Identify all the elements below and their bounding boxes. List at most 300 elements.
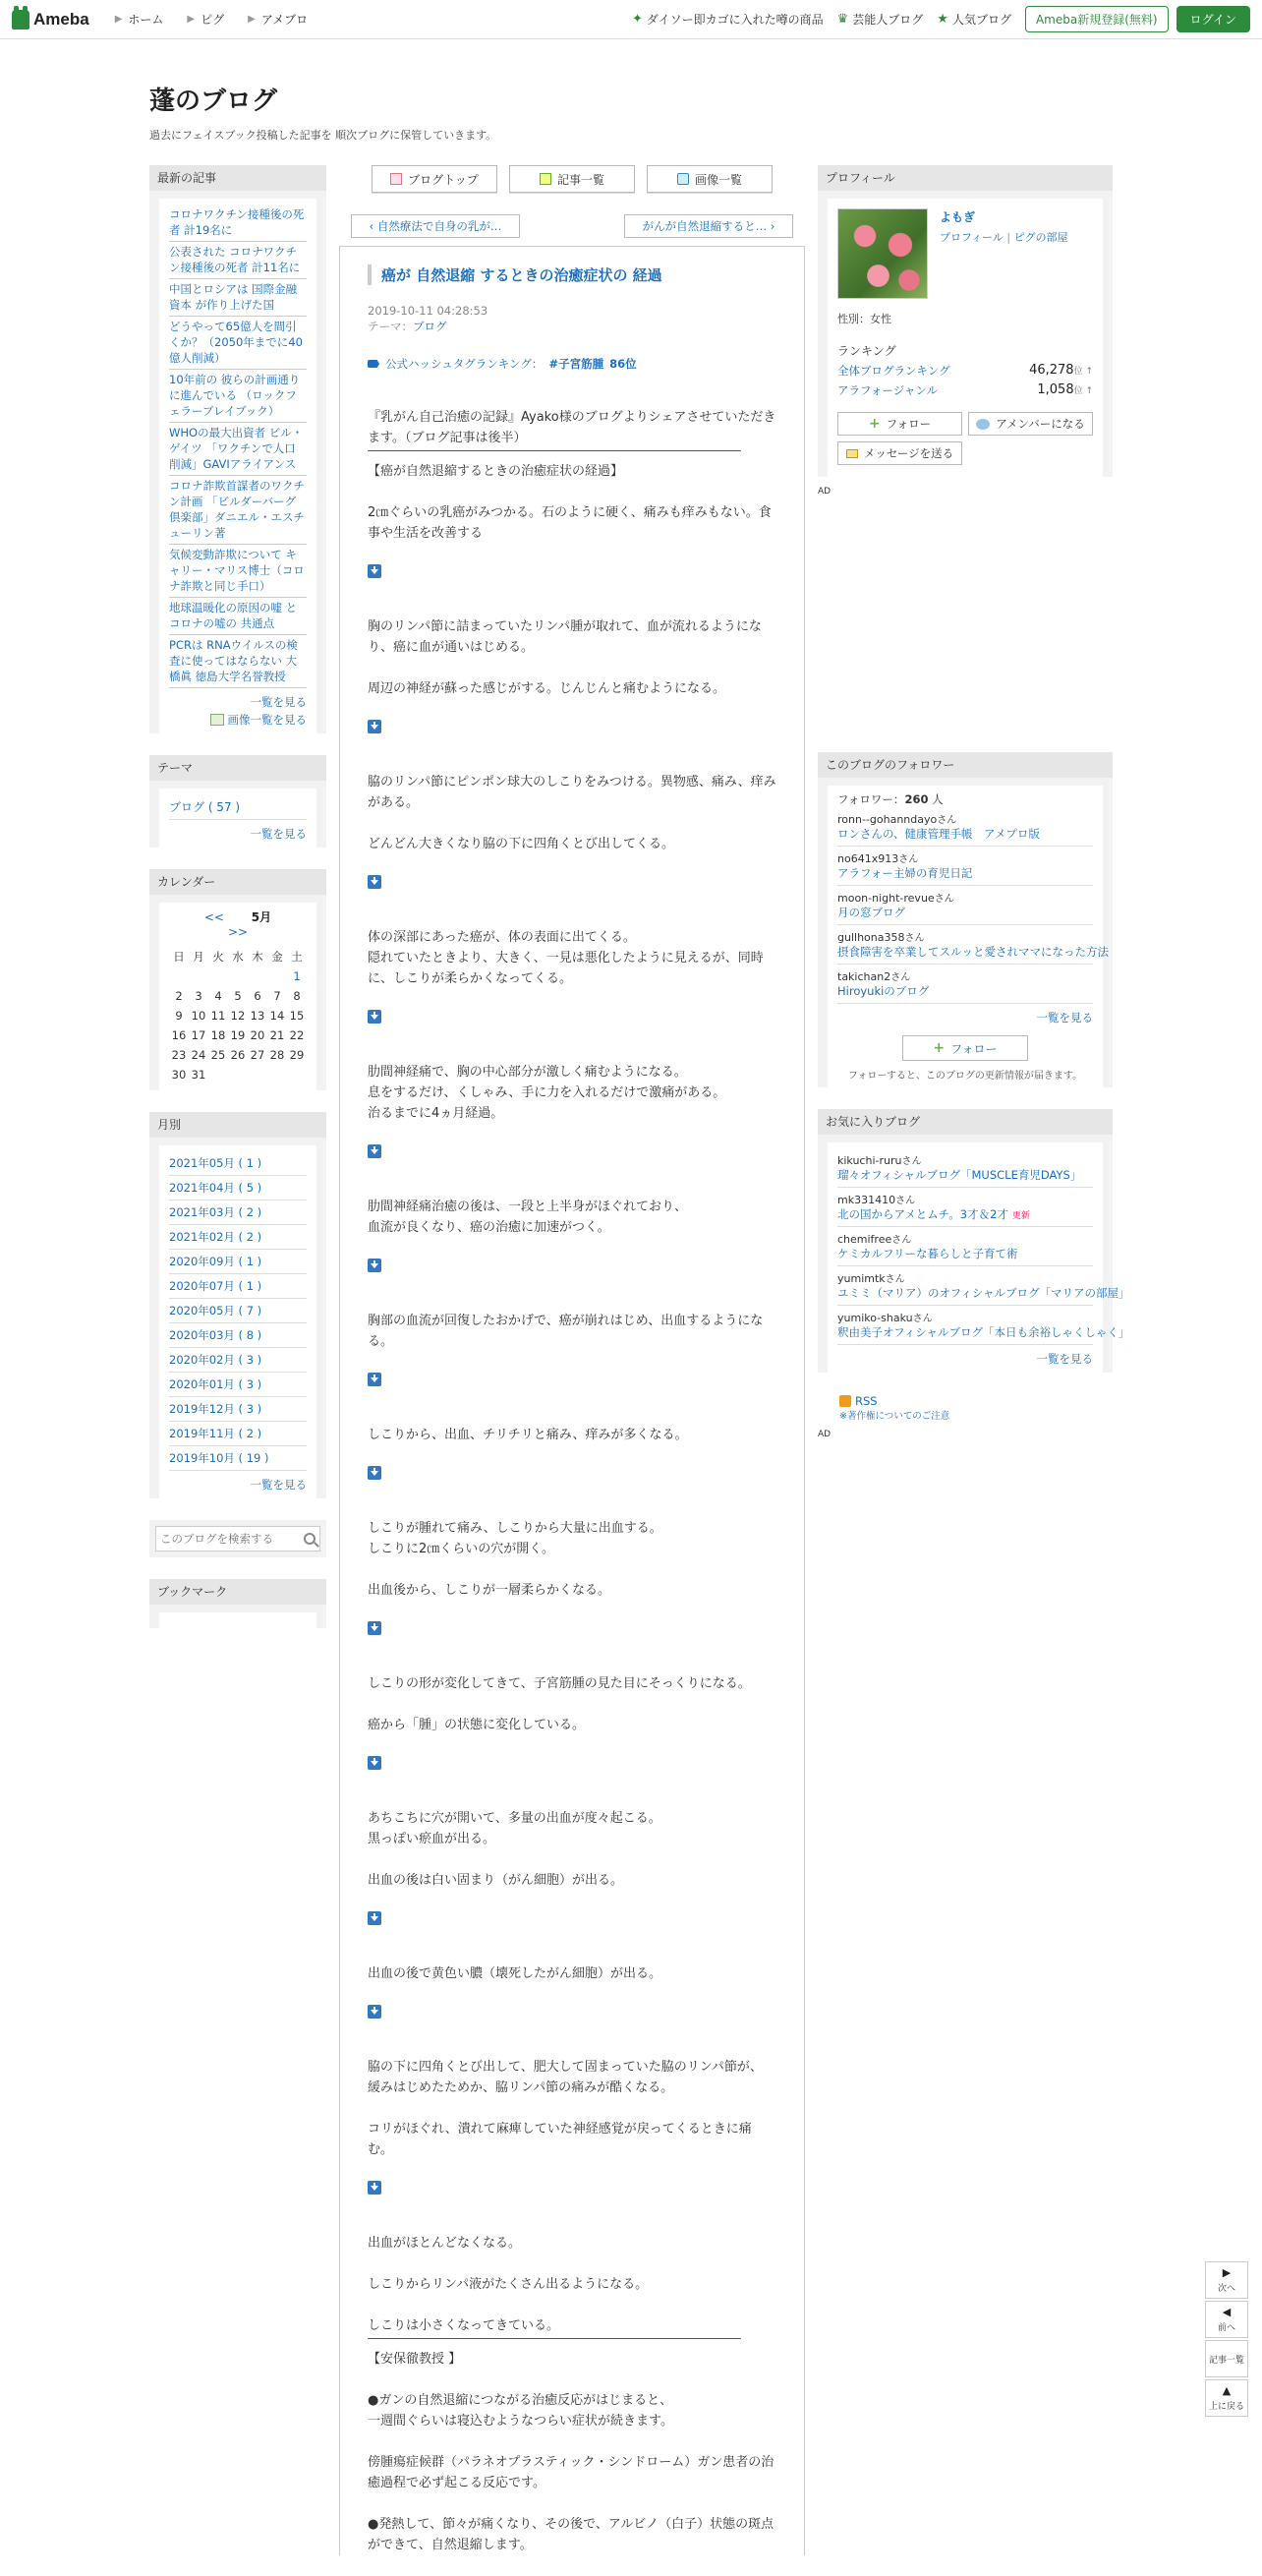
back-icon: ◀ bbox=[1222, 2306, 1232, 2318]
recent-article-link[interactable]: 10年前の 彼らの計画通りに進んでいる （ロックフェラーブレイブック） bbox=[169, 373, 301, 418]
ranking-unit: 位 ↑ bbox=[1073, 367, 1093, 377]
calendar-day bbox=[248, 1065, 267, 1084]
prev-article-button[interactable] bbox=[351, 214, 520, 238]
list-item bbox=[169, 1299, 307, 1323]
follow-blog-button-label: フォロー bbox=[950, 1041, 998, 1056]
user-id-row bbox=[837, 1152, 1093, 1167]
theme-box bbox=[149, 755, 326, 848]
theme-item bbox=[169, 794, 307, 820]
honorific: さん bbox=[891, 1235, 912, 1246]
list-item bbox=[169, 1225, 307, 1250]
calendar-day bbox=[208, 1065, 228, 1084]
down-arrow-icon bbox=[368, 1010, 381, 1024]
calendar-day: 21 bbox=[269, 1028, 285, 1042]
float-prev-button[interactable] bbox=[1205, 2301, 1248, 2338]
followers-more-link[interactable]: 一覧を見る bbox=[1036, 1011, 1093, 1025]
favorites-heading: お気に入りブログ bbox=[818, 1109, 1113, 1135]
article-paragraph: あちこちに穴が開いて、多量の出血が度々起こる。 bbox=[368, 1811, 661, 1826]
play-icon: ▶ bbox=[1222, 2266, 1232, 2279]
monthly-heading: 月別 bbox=[149, 1112, 326, 1138]
global-header bbox=[0, 0, 1262, 39]
header-link-popular-label: 人気ブログ bbox=[951, 13, 1011, 27]
calendar-day: 24 bbox=[191, 1048, 206, 1062]
follow-note: フォローすると、このブログの更新情報が届きます。 bbox=[847, 1071, 1083, 1082]
article-paragraph: 胸部の血流が回復したおかげで、癌が崩れはじめ、出血するようになる。 bbox=[368, 1314, 764, 1349]
article-paragraph: しこりから、出血、チリチリと痛み、痒みが多くなる。 bbox=[368, 1428, 688, 1442]
calendar-day: 4 bbox=[214, 989, 222, 1003]
amember-button[interactable] bbox=[968, 412, 1093, 436]
theme-heading: テーマ bbox=[149, 755, 326, 781]
calendar-day bbox=[228, 1065, 248, 1084]
followers-label: フォロワー： bbox=[837, 792, 905, 806]
header-link-celebrity-label: 芸能人ブログ bbox=[852, 13, 924, 27]
user-id-row bbox=[837, 1270, 1093, 1285]
hashtag-name: #子宮筋腫 bbox=[548, 357, 604, 371]
follow-blog-button[interactable] bbox=[902, 1035, 1028, 1061]
article-theme-link[interactable]: ブログ bbox=[413, 320, 447, 333]
next-article-button[interactable] bbox=[624, 214, 793, 238]
chevron-right-icon: ▶ bbox=[114, 14, 123, 25]
calendar-weekday: 水 bbox=[232, 950, 244, 964]
article-paragraph: ●ガンの自然退縮につながる治癒反応がはじまると、 bbox=[368, 2393, 673, 2408]
message-button[interactable] bbox=[837, 441, 962, 465]
ranking-overall-link[interactable]: 全体ブログランキング bbox=[837, 364, 950, 378]
down-arrow-icon bbox=[368, 1144, 381, 1158]
calendar-weekday: 金 bbox=[271, 950, 283, 964]
theme-link-blog[interactable]: ブログ ( 57 ) bbox=[169, 800, 241, 814]
calendar-day bbox=[287, 1065, 307, 1084]
floating-nav bbox=[1205, 2261, 1248, 2419]
article-paragraph: 傍腫瘍症候群（パラネオプラスティック・シンドローム）ガン患者の治癒過程で必ず起こる反応です。 bbox=[368, 2455, 774, 2490]
list-item bbox=[169, 423, 307, 476]
blog-link-title: ロンさんの、健康管理手帳 アメプロ版 bbox=[837, 827, 1040, 841]
list-item bbox=[169, 1176, 307, 1200]
user-id-row bbox=[837, 968, 1093, 983]
list-item bbox=[169, 317, 307, 370]
article-paragraph: 【癌が自然退縮するときの治癒症状の経過】 bbox=[368, 464, 624, 479]
list-item bbox=[169, 279, 307, 317]
list-item bbox=[169, 205, 307, 242]
tab-article-list-label: 記事一覧 bbox=[556, 172, 604, 187]
plus-icon: + bbox=[933, 1040, 946, 1056]
follow-button-label: フォロー bbox=[886, 417, 932, 431]
message-button-label: メッセージを送る bbox=[863, 446, 954, 460]
right-sidebar bbox=[818, 165, 1130, 1439]
nav-ameblo[interactable] bbox=[236, 11, 319, 28]
monthly-more-link[interactable]: 一覧を見る bbox=[250, 1478, 307, 1492]
recent-article-link[interactable]: どうやって65億人を間引くか？（2050年までに40億人削減） bbox=[169, 320, 303, 365]
recent-article-link[interactable]: 公表された コロナワクチン接種後の死者 計11名に bbox=[169, 245, 301, 274]
article-paragraph: 肋間神経痛治癒の後は、一段と上半身がほぐれており、 bbox=[368, 1200, 688, 1214]
article-paragraph: しこりからリンパ液がたくさん出るようになる。 bbox=[368, 2277, 649, 2292]
user-id: kikuchi-ruru bbox=[837, 1154, 902, 1167]
article-paragraph: 隠れていたときより、大きく、一見は悪化したように見えるが、同時に、しこりが柔らかくなってくる。 bbox=[368, 951, 764, 986]
list-item bbox=[169, 1274, 307, 1299]
nav-home[interactable] bbox=[103, 11, 176, 28]
search-icon[interactable] bbox=[304, 1533, 316, 1545]
profile-name[interactable]: よもぎ bbox=[940, 210, 976, 224]
recent-article-link[interactable]: 中国とロシアは 国際金融資本 が作り上げた国 bbox=[169, 282, 298, 312]
favorites-more-link[interactable]: 一覧を見る bbox=[1036, 1352, 1093, 1366]
list-item bbox=[837, 847, 1093, 886]
article-date: 2019-10-11 04:28:53 bbox=[368, 304, 488, 318]
list-icon bbox=[540, 173, 551, 185]
calendar-day: 11 bbox=[210, 1009, 226, 1023]
list-item bbox=[837, 925, 1109, 965]
divider bbox=[368, 450, 741, 451]
article-paragraph: 黒っぽい瘀血が出る。 bbox=[368, 1832, 496, 1846]
honorific: さん bbox=[934, 894, 954, 905]
article-paragraph: 治るまでに4ヵ月経過。 bbox=[368, 1106, 504, 1121]
followers-list bbox=[837, 807, 1109, 1004]
monthly-list bbox=[169, 1151, 307, 1471]
monthly-archive-link[interactable]: 2021年05月 ( 1 ) bbox=[169, 1156, 262, 1170]
header-link-celebrity[interactable] bbox=[837, 11, 924, 28]
down-arrow-icon bbox=[368, 875, 381, 889]
blog-search-input[interactable] bbox=[160, 1532, 304, 1546]
camera-icon bbox=[677, 173, 689, 185]
user-id: moon-night-revue bbox=[837, 892, 935, 905]
calendar-month: 5月 bbox=[251, 910, 272, 924]
nav-home-label: ホーム bbox=[128, 13, 164, 27]
recent-article-link[interactable]: WHOの最大出資者 ビル・ゲイツ 「ワクチンで人口削減」GAVIアライアンス bbox=[169, 426, 304, 471]
calendar-day: 12 bbox=[230, 1009, 246, 1023]
calendar-day: 27 bbox=[250, 1048, 265, 1062]
monthly-box bbox=[149, 1112, 326, 1498]
calendar-weekday: 土 bbox=[291, 950, 303, 964]
article-paragraph: 脇のリンパ節にピンポン球大のしこりをみつける。異物感、痛み、痒みがある。 bbox=[368, 775, 776, 810]
monthly-archive-link[interactable]: 2021年04月 ( 5 ) bbox=[169, 1181, 262, 1195]
calendar-day: 15 bbox=[289, 1009, 305, 1023]
article-paragraph: 胸のリンパ節に詰まっていたリンパ腫が取れて、血が流れるようになり、癌に血が通いはじめる。 bbox=[368, 619, 762, 655]
star-icon: ★ bbox=[937, 12, 948, 27]
plus-icon: + bbox=[868, 416, 881, 432]
recent-article-link[interactable]: 地球温暖化の原因の嘘 とコロナの嘘の 共通点 bbox=[169, 601, 298, 630]
blog-link[interactable] bbox=[837, 1246, 1093, 1261]
profile-heading: プロフィール bbox=[818, 165, 1113, 191]
login-button[interactable]: ログイン bbox=[1176, 6, 1250, 32]
tab-blog-top-label: ブログトップ bbox=[408, 172, 479, 187]
chevron-right-icon: › bbox=[767, 219, 775, 233]
list-item bbox=[837, 1306, 1130, 1345]
blog-link-title: ケミカルフリーな暮らしと子育て術 bbox=[837, 1247, 1018, 1260]
calendar-day bbox=[267, 1065, 287, 1084]
user-id: no641x913 bbox=[837, 852, 899, 865]
sparkle-icon: ✦ bbox=[631, 12, 643, 27]
article-title[interactable]: 癌が 自然退縮 するときの治癒症状の 経過 bbox=[368, 264, 776, 285]
image-list-link[interactable]: 画像一覧を見る bbox=[227, 713, 307, 727]
blog-link[interactable] bbox=[837, 1285, 1130, 1301]
profile-link[interactable]: プロフィール bbox=[940, 231, 1004, 244]
hashtag-prefix: 公式ハッシュタグランキング： bbox=[385, 357, 544, 371]
ad-label: AD bbox=[818, 487, 832, 497]
article-paragraph: 癌から「腫」の状態に変化している。 bbox=[368, 1718, 586, 1732]
user-id: mk331410 bbox=[837, 1194, 896, 1206]
article-paragraph: しこりに2㎝くらいの穴が開く。 bbox=[368, 1542, 555, 1556]
calendar-day bbox=[189, 966, 208, 986]
calendar-next[interactable]: >> bbox=[227, 925, 249, 939]
honorific: さん bbox=[898, 854, 919, 865]
tab-blog-top[interactable] bbox=[372, 165, 497, 193]
logo-text: Ameba bbox=[33, 9, 89, 29]
tab-article-list[interactable] bbox=[509, 165, 635, 193]
down-arrow-icon bbox=[368, 1621, 381, 1635]
calendar-day bbox=[267, 966, 287, 986]
header-links bbox=[632, 11, 1011, 28]
list-item bbox=[169, 370, 307, 423]
hashtag-rank: 86位 bbox=[609, 357, 637, 371]
ad-label: AD bbox=[818, 1430, 832, 1439]
article-paragraph: 出血の後は白い固まり（がん細胞）が出る。 bbox=[368, 1873, 624, 1888]
calendar-day: 2 bbox=[175, 989, 183, 1003]
down-arrow-icon bbox=[368, 1756, 381, 1770]
honorific: さん bbox=[912, 1314, 933, 1324]
nav-ameblo-label: アメブロ bbox=[260, 13, 309, 27]
list-item bbox=[837, 1227, 1093, 1266]
calendar-day bbox=[248, 966, 267, 986]
calendar-heading: カレンダー bbox=[149, 869, 326, 895]
calendar-day: 19 bbox=[230, 1028, 246, 1042]
followers-heading: このブログのフォロワー bbox=[818, 752, 1113, 778]
favorites-box bbox=[818, 1109, 1130, 1373]
article-paragraph: 出血の後で黄色い膿（壊死したがん細胞）が出る。 bbox=[368, 1966, 662, 1981]
float-next-label: 次へ bbox=[1217, 2284, 1235, 2294]
blog-link-title: 釈由美子オフィシャルブログ「本日も余裕しゃくしゃく」 bbox=[837, 1325, 1130, 1339]
calendar-day: 9 bbox=[175, 1009, 183, 1023]
header-link-popular[interactable] bbox=[937, 11, 1011, 28]
header-link-daiso-label: ダイソー即カゴに入れた噂の商品 bbox=[646, 13, 824, 27]
list-item bbox=[837, 965, 1093, 1004]
calendar-weekday: 月 bbox=[193, 950, 204, 964]
calendar-day: 30 bbox=[171, 1068, 187, 1082]
monthly-archive-link[interactable]: 2019年11月 ( 2 ) bbox=[169, 1427, 262, 1440]
article bbox=[339, 246, 805, 2555]
calendar-table bbox=[169, 947, 307, 1084]
next-article-label: がんが自然退縮すると… bbox=[642, 219, 768, 233]
article-paragraph: 一週間ぐらいは寝込むようなつらい症状が続きます。 bbox=[368, 2414, 673, 2429]
article-paragraph: しこりが腫れて痛み、しこりから大量に出血する。 bbox=[368, 1521, 662, 1536]
article-paragraph: 肋間神経痛で、胸の中心部分が激しく痛むようになる。 bbox=[368, 1065, 687, 1080]
calendar-day: 25 bbox=[210, 1048, 226, 1062]
monthly-archive-link[interactable]: 2020年09月 ( 1 ) bbox=[169, 1255, 262, 1268]
calendar-day: 31 bbox=[191, 1068, 206, 1082]
ameba-logo[interactable] bbox=[12, 10, 89, 29]
user-id-row bbox=[837, 1192, 1093, 1206]
theme-label: テーマ： bbox=[368, 320, 413, 333]
image-icon bbox=[210, 714, 224, 726]
calendar-day: 14 bbox=[269, 1009, 285, 1023]
honorific: さん bbox=[885, 1274, 905, 1285]
user-id-row bbox=[837, 1310, 1093, 1324]
list-item bbox=[169, 1373, 307, 1397]
rss-label: RSS bbox=[855, 1394, 878, 1408]
monthly-archive-link[interactable]: 2020年05月 ( 7 ) bbox=[169, 1304, 262, 1317]
blog-link[interactable] bbox=[837, 1206, 1093, 1222]
user-id: ronn--gohanndayo bbox=[837, 813, 938, 826]
list-item bbox=[169, 1422, 307, 1446]
calendar-day: 7 bbox=[273, 989, 281, 1003]
mail-icon bbox=[846, 449, 858, 458]
blog-search bbox=[149, 1520, 326, 1557]
calendar-day bbox=[287, 966, 307, 986]
bookmark-box bbox=[149, 1579, 326, 1628]
calendar-day: 28 bbox=[269, 1048, 285, 1062]
theme-more-link[interactable]: 一覧を見る bbox=[250, 827, 307, 841]
blog-link[interactable] bbox=[837, 826, 1093, 842]
main-column bbox=[339, 165, 805, 2576]
tab-image-list[interactable] bbox=[647, 165, 773, 193]
down-arrow-icon bbox=[368, 1373, 381, 1386]
list-item bbox=[169, 242, 307, 279]
blog-link[interactable] bbox=[837, 983, 1093, 999]
register-button[interactable]: Ameba新規登録(無料) bbox=[1025, 6, 1169, 32]
monthly-archive-link[interactable]: 2019年10月 ( 19 ) bbox=[169, 1451, 269, 1465]
divider bbox=[368, 2338, 741, 2339]
honorific: さん bbox=[890, 972, 911, 983]
recent-article-link[interactable]: 気候変動詐欺について キャリー・マリス博士（コロナ詐欺と同じ手口） bbox=[169, 548, 305, 593]
list-item bbox=[169, 1200, 307, 1225]
list-item bbox=[169, 1348, 307, 1373]
calendar-day: 8 bbox=[293, 989, 301, 1003]
blog-link-title: 瑠々オフィシャルブログ「MUSCLE育児DAYS」 bbox=[837, 1168, 1082, 1182]
pig-room-link[interactable]: ピグの部屋 bbox=[1013, 231, 1068, 244]
recent-articles-list bbox=[169, 205, 307, 688]
nav-pigg-label: ピグ bbox=[201, 13, 225, 27]
header-link-daiso[interactable] bbox=[632, 11, 824, 28]
article-paragraph: どんどん大きくなり脇の下に四角くとび出してくる。 bbox=[368, 837, 675, 851]
blog-link[interactable] bbox=[837, 1324, 1130, 1340]
article-paragraph: 【安保徹教授 】 bbox=[368, 2352, 462, 2367]
article-paragraph: 脇の下に四角くとび出して、肥大して固まっていた脇のリンパ節が、 bbox=[368, 2060, 763, 2075]
down-arrow-icon bbox=[368, 564, 381, 578]
float-next-button[interactable] bbox=[1205, 2261, 1248, 2299]
article-pager bbox=[351, 214, 793, 238]
honorific: さん bbox=[904, 933, 925, 944]
ranking-genre-value: 1,058 bbox=[1037, 382, 1074, 397]
list-item bbox=[837, 1188, 1093, 1227]
calendar-day: 6 bbox=[254, 989, 261, 1003]
chevron-left-icon: ‹ bbox=[369, 219, 377, 233]
article-paragraph: コリがほぐれ、潰れて麻痺していた神経感覚が戻ってくるときに痛む。 bbox=[368, 2122, 752, 2157]
blog-link-title: 月の窓ブログ bbox=[837, 906, 905, 919]
prev-article-label: 自然療法で自身の乳が… bbox=[376, 219, 502, 233]
calendar-day: 17 bbox=[191, 1028, 206, 1042]
follow-button[interactable] bbox=[837, 412, 962, 436]
calendar-day: 22 bbox=[289, 1028, 305, 1042]
calendar-day-link[interactable]: 1 bbox=[293, 969, 301, 983]
article-paragraph: 息をするだけ、くしゃみ、手に力を入れるだけで激痛がある。 bbox=[368, 1085, 726, 1100]
list-item bbox=[169, 1151, 307, 1176]
user-id-row bbox=[837, 929, 1093, 944]
calendar-prev[interactable]: << bbox=[203, 910, 224, 924]
followers-count bbox=[837, 791, 1093, 807]
recent-article-link[interactable]: PCRは RNAウイルスの検査に使ってはならない 大橋眞 徳島大学名誉教授 bbox=[169, 638, 298, 683]
user-id-row bbox=[837, 850, 1093, 865]
ranking-row bbox=[837, 382, 1093, 398]
honorific: さん bbox=[901, 1156, 922, 1167]
recent-article-link[interactable]: コロナワクチン接種後の死者 計19名に bbox=[169, 207, 305, 237]
theme-list bbox=[169, 794, 307, 820]
profile-avatar[interactable] bbox=[837, 208, 928, 299]
user-id-row bbox=[837, 1231, 1093, 1246]
article-paragraph: 2㎝ぐらいの乳癌がみつかる。石のように硬く、痛みも痒みもない。食事や生活を改善する bbox=[368, 505, 772, 541]
followers-count-value: 260 bbox=[904, 792, 929, 806]
article-paragraph: 出血後から、しこりが一層柔らかくなる。 bbox=[368, 1583, 611, 1598]
article-paragraph: 緩みはじめたためか、脇リンパ節の痛みが酷くなる。 bbox=[368, 2080, 674, 2095]
blog-link[interactable] bbox=[837, 905, 1093, 920]
blog-link[interactable] bbox=[837, 1167, 1093, 1183]
ranking-genre-link[interactable]: アラフォージャンル bbox=[837, 383, 939, 397]
copyright-note-link[interactable]: ※著作権についてのご注意 bbox=[839, 1411, 950, 1422]
calendar-day bbox=[208, 966, 228, 986]
blog-link-title: 北の国からアメとムチ。3才＆2才 bbox=[837, 1207, 1008, 1221]
list-item bbox=[837, 886, 1093, 925]
recent-more-link[interactable]: 一覧を見る bbox=[250, 695, 307, 709]
blog-link[interactable] bbox=[837, 865, 1093, 881]
crown-icon: ♛ bbox=[836, 12, 849, 27]
monthly-archive-link[interactable]: 2021年03月 ( 2 ) bbox=[169, 1205, 262, 1219]
calendar-day: 5 bbox=[234, 989, 242, 1003]
article-body bbox=[368, 407, 776, 2555]
calendar-day: 20 bbox=[250, 1028, 265, 1042]
chevron-right-icon: ▶ bbox=[187, 14, 196, 25]
ranking-heading: ランキング bbox=[837, 344, 896, 358]
user-id: yumimtk bbox=[837, 1272, 886, 1285]
favorites-list bbox=[837, 1148, 1130, 1345]
recent-articles-heading: 最新の記事 bbox=[149, 165, 326, 191]
monthly-archive-link[interactable]: 2020年02月 ( 3 ) bbox=[169, 1353, 262, 1367]
calendar-day bbox=[169, 966, 189, 986]
down-arrow-icon bbox=[368, 1466, 381, 1480]
blog-link-title: ユミミ（マリア）のオフィシャルブログ「マリアの部屋」 bbox=[837, 1286, 1130, 1300]
blog-link[interactable] bbox=[837, 944, 1109, 960]
recent-article-link[interactable]: コロナ詐欺首謀者のワクチン計画 「ビルダーバーグ倶楽部」ダニエル・エスチューリン著 bbox=[169, 479, 305, 540]
float-top-button[interactable] bbox=[1205, 2379, 1248, 2417]
float-list-button[interactable] bbox=[1205, 2340, 1248, 2377]
article-paragraph: 血流が良くなり、癌の治癒に加速がつく。 bbox=[368, 1220, 610, 1235]
ranking-row bbox=[837, 363, 1093, 379]
profile-box: プロフィール よもぎ プロフィール | ピグの部屋 性別：女性 ランキング 全体ブログランキング 46,278位 ↑ アラフォージャンル 1,058位 ↑ + フォロー アメンバーになる メッセージを送る bbox=[818, 165, 1113, 477]
user-id: yumiko-shaku bbox=[837, 1312, 913, 1324]
monthly-archive-link[interactable]: 2020年07月 ( 1 ) bbox=[169, 1279, 262, 1293]
list-item bbox=[837, 1148, 1093, 1188]
article-paragraph: 体の深部にあった癌が、体の表面に出てくる。 bbox=[368, 930, 636, 945]
calendar-day: 29 bbox=[289, 1048, 305, 1062]
monthly-archive-link[interactable]: 2020年01月 ( 3 ) bbox=[169, 1377, 262, 1391]
hashtag-ranking[interactable] bbox=[368, 356, 776, 372]
blog-header bbox=[149, 81, 496, 143]
blog-description: 過去にフェイスブック投稿した記事を 順次ブログに保管していきます。 bbox=[149, 129, 497, 142]
article-paragraph: 出血がほとんどなくなる。 bbox=[368, 2236, 522, 2251]
float-top-label: 上に戻る bbox=[1208, 2402, 1244, 2412]
up-icon: ▲ bbox=[1222, 2384, 1232, 2397]
nav-pigg[interactable] bbox=[175, 11, 236, 28]
followers-box bbox=[818, 752, 1113, 1087]
amember-button-label: アメンバーになる bbox=[996, 417, 1085, 431]
monthly-archive-link[interactable]: 2021年02月 ( 2 ) bbox=[169, 1230, 262, 1244]
list-item bbox=[837, 1266, 1130, 1306]
monthly-archive-link[interactable]: 2019年12月 ( 3 ) bbox=[169, 1402, 262, 1416]
calendar-box bbox=[149, 869, 326, 1090]
ranking-unit: 位 ↑ bbox=[1073, 386, 1093, 396]
monthly-archive-link[interactable]: 2020年03月 ( 8 ) bbox=[169, 1328, 262, 1342]
float-list-label: 記事一覧 bbox=[1208, 2355, 1244, 2366]
down-arrow-icon bbox=[368, 720, 381, 733]
rss-link[interactable] bbox=[839, 1394, 1113, 1408]
calendar-day bbox=[228, 966, 248, 986]
list-item bbox=[169, 598, 307, 635]
blog-title[interactable]: 蓬のブログ bbox=[149, 87, 278, 116]
